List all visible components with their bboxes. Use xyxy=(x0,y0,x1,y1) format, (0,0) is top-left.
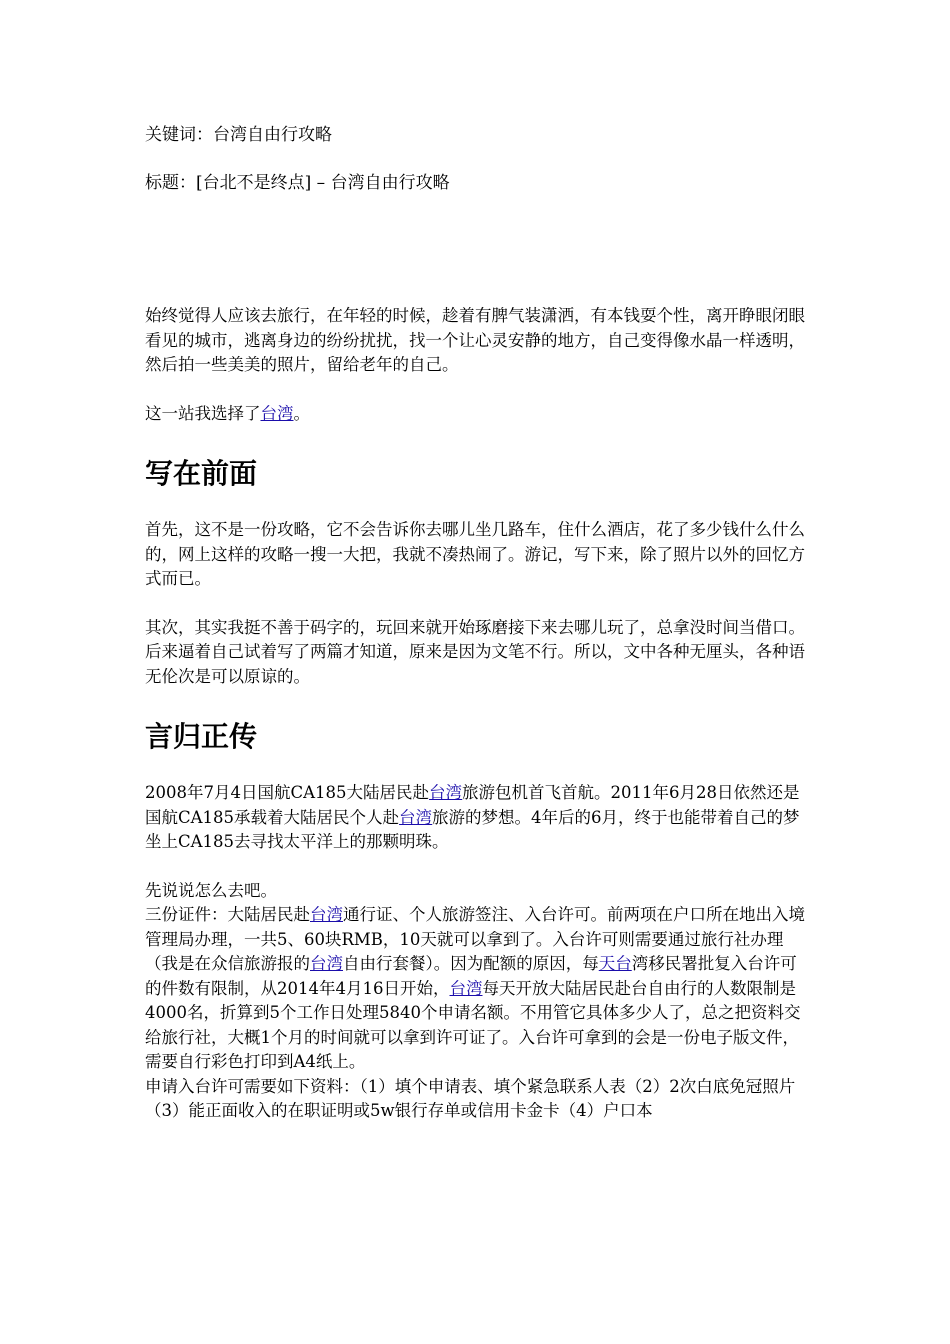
taiwan-link[interactable]: 台湾 xyxy=(260,403,294,423)
intro-paragraph-1: 始终觉得人应该去旅行，在年轻的时候，趁着有脾气装潇洒，有本钱耍个性，离开睁眼闭眼看见的城市，逃离身边的纷纷扰扰，找一个让心灵安静的地方，自己变得像水晶一样透明，然后拍一些美美的照片，留给老年的自己。 xyxy=(145,306,805,374)
text-span: 湾移民署批复入台许可的件数有限制，从2014年4月16日开始， xyxy=(145,954,797,998)
title-line: 标题：[台北不是终点] – 台湾自由行攻略 xyxy=(145,173,450,193)
main-paragraph-2: 先说说怎么去吧。 xyxy=(145,880,277,900)
taiwan-link[interactable]: 台湾 xyxy=(429,783,463,802)
section-heading-foreword: 写在前面 xyxy=(145,457,258,490)
text-span: 旅游包机首飞首航。2011年6月28日依然还是国航CA185承载着大陆居民个人赴 xyxy=(145,783,800,827)
taiwan-link[interactable]: 台湾 xyxy=(399,807,433,827)
intro-text-after: 。 xyxy=(293,403,310,423)
document-page xyxy=(145,122,807,1124)
main-paragraph-4: 申请入台许可需要如下资料：（1）填个申请表、填个紧急联系人表（2）2次白底免冠照片（3）能正面收入的在职证明或5w银行存单或信用卡金卡（4）户口本 xyxy=(145,1076,796,1120)
text-span: 自由行套餐）。因为配额的原因，每 xyxy=(343,954,599,973)
intro-text-before: 这一站我选择了 xyxy=(145,403,261,423)
tiantai-link[interactable]: 天台 xyxy=(598,954,632,973)
taiwan-link[interactable]: 台湾 xyxy=(449,978,483,998)
taiwan-link[interactable]: 台湾 xyxy=(310,905,343,924)
main-paragraph-3 xyxy=(145,903,807,1075)
spacer xyxy=(145,196,807,304)
intro-paragraph-2 xyxy=(145,402,807,427)
taiwan-link[interactable]: 台湾 xyxy=(310,954,343,973)
keywords-line: 关键词：台湾自由行攻略 xyxy=(145,125,332,145)
text-span: 每天开放大陆居民赴台自由行的人数限制是4000名，折算到5个工作日处理5840个申请名额。不用管它具体多少人了，总之把资料交给旅行社，大概1个月的时间就可以拿到许可证了。入台许可拿到的会是一份电子版文件，需要自行彩色打印到A4纸上。 xyxy=(145,978,801,1071)
text-span: 三份证件：大陆居民赴 xyxy=(145,905,310,924)
text-span: 2008年7月4日国航CA185大陆居民赴 xyxy=(145,783,430,802)
section-heading-main: 言归正传 xyxy=(145,720,258,753)
main-paragraph-1 xyxy=(145,781,807,855)
text-span: 旅游的梦想。4年后的6月，终于也能带着自己的梦坐上CA185去寻找太平洋上的那颗明珠。 xyxy=(145,807,800,851)
foreword-paragraph-2: 其次，其实我挺不善于码字的，玩回来就开始琢磨接下来去哪儿玩了，总拿没时间当借口。后来逼着自己试着写了两篇才知道，原来是因为文笔不行。所以，文中各种无厘头，各种语无伦次是可以原谅的。 xyxy=(145,617,805,686)
text-span: 通行证、个人旅游签注、入台许可。前两项在户口所在地出入境管理局办理，一共5、60块RMB，10天就可以拿到了。入台许可则需要通过旅行社办理（我是在众信旅游报的 xyxy=(145,905,805,973)
foreword-paragraph-1: 首先，这不是一份攻略，它不会告诉你去哪儿坐几路车，住什么酒店，花了多少钱什么什么的，网上这样的攻略一搜一大把，我就不凑热闹了。游记，写下来，除了照片以外的回忆方式而已。 xyxy=(145,520,805,588)
